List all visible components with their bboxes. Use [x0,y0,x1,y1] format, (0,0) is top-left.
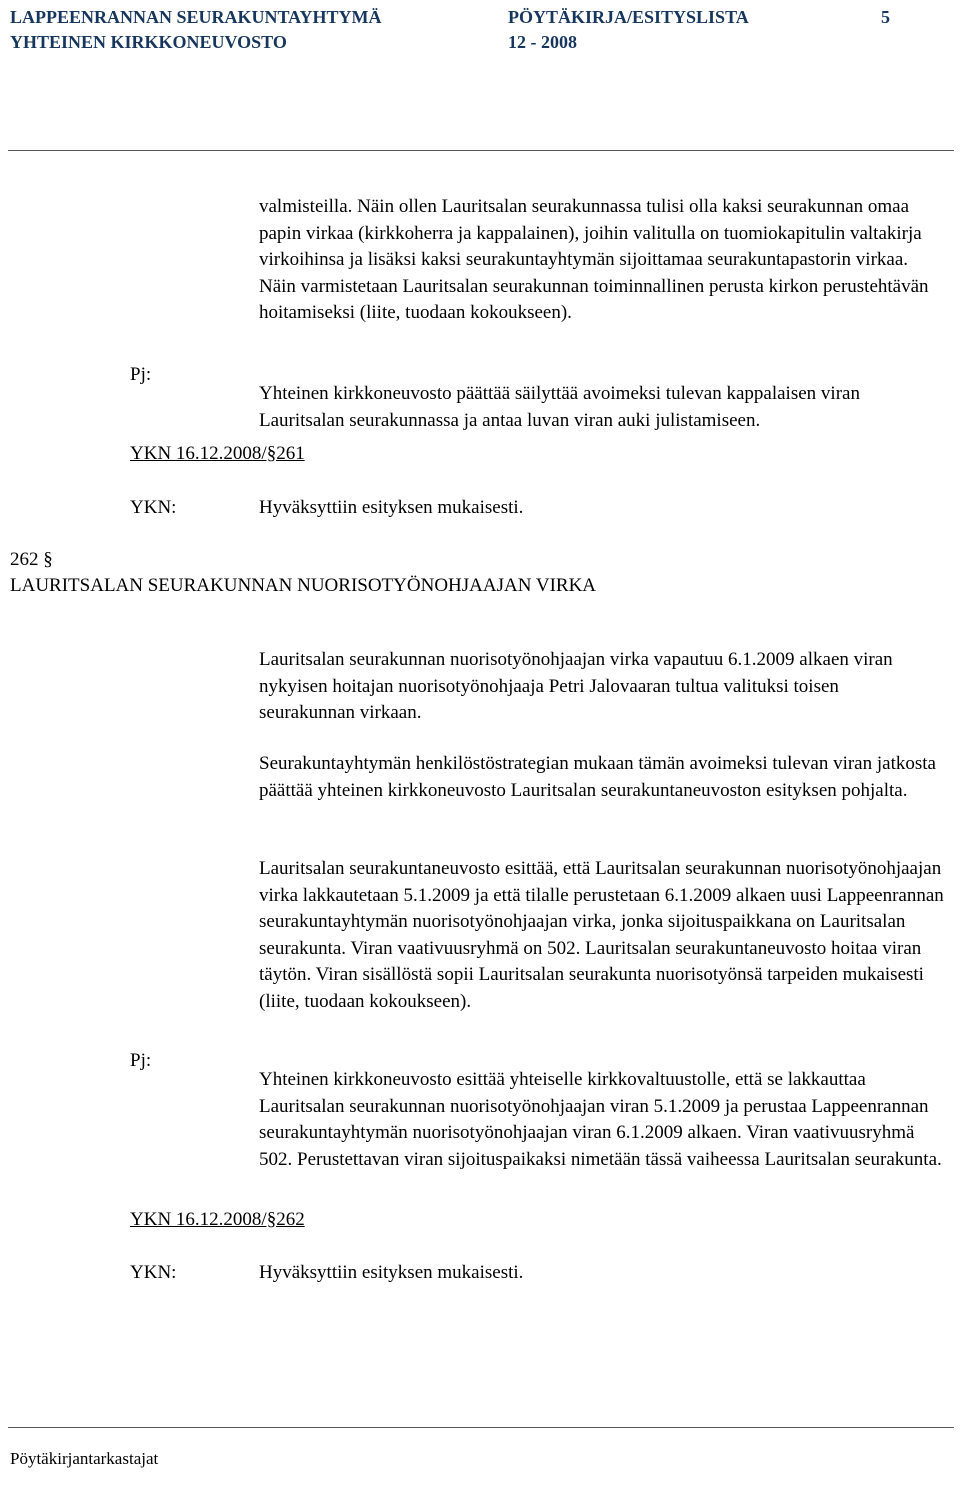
footer-label: Pöytäkirjantarkastajat [10,1449,159,1468]
section-number: 262 § [10,549,53,570]
ykn-decision: Hyväksyttiin esityksen mukaisesti. [259,497,524,518]
pj-proposal: Yhteinen kirkkoneuvosto päättää säilyttää avoimeksi tulevan kappalaisen viran Lauritsalan seurakunnassa ja antaa luvan viran auki julistamiseen. [259,383,860,431]
section-paragraph-1: Lauritsalan seurakunnan nuorisotyönohjaajan virka vapautuu 6.1.2009 alkaen viran nykyisen hoitajan nuorisotyönohjaaja Petri Jalovaaran tultua valituksi toisen seurakunnan virkaan. [259,649,893,723]
ykn-reference: YKN 16.12.2008/§261 [130,443,305,464]
intro-paragraph: valmisteilla. Näin ollen Lauritsalan seurakunnassa tulisi olla kaksi seurakunnan omaa papin virkaa (kirkkoherra ja kappalainen), joihin valitulla on tuomiokapitulin valtakirja virkoihinsa ja lisäksi kaksi seurakuntayhtymän sijoittamaa seurakuntapastorin virkaa. Näin varmistetaan Lauritsalan seurakunnan toiminnallinen perusta kirkon perustehtävän hoitamiseksi (liite, tuodaan kokoukseen). [259,196,929,323]
footer-divider [8,1427,954,1428]
pj-label: Pj: [130,1050,152,1071]
header-divider [8,150,954,151]
header-body-name: YHTEINEN KIRKKONEUVOSTO [10,32,287,52]
section-title: LAURITSALAN SEURAKUNNAN NUORISOTYÖNOHJAAJAN VIRKA [10,575,597,596]
ykn-label: YKN: [130,1262,177,1283]
ykn-label: YKN: [130,497,177,518]
pj-label: Pj: [130,364,152,385]
ykn-reference: YKN 16.12.2008/§262 [130,1209,305,1230]
section-paragraph-3: Lauritsalan seurakuntaneuvosto esittää, että Lauritsalan seurakunnan nuorisotyönohjaajan virka lakkautetaan 5.1.2009 ja että tilalle perustetaan 6.1.2009 alkaen uusi Lappeenrannan seurakuntayhtymän nuorisotyönohjaajan virka, jonka sijoituspaikkana on Lauritsalan seurakunta. Viran vaativuusryhmä on 502. Lauritsalan seurakuntaneuvosto hoitaa viran täytön. Viran sisällöstä sopii Lauritsalan seurakunta nuorisotyönsä tarpeiden mukaisesti (liite, tuodaan kokoukseen). [259,858,944,1012]
ykn-decision: Hyväksyttiin esityksen mukaisesti. [259,1262,524,1283]
header-doc-type: PÖYTÄKIRJA/ESITYSLISTA [508,7,749,27]
header-meeting-no: 12 - 2008 [508,32,577,52]
header-org: LAPPEENRANNAN SEURAKUNTAYHTYMÄ [10,7,382,27]
pj-proposal: Yhteinen kirkkoneuvosto esittää yhteiselle kirkkovaltuustolle, että se lakkauttaa Lauritsalan seurakunnan nuorisotyönohjaajan viran 5.1.2009 ja perustaa Lappeenrannan seurakuntayhtymän nuorisotyönohjaajan viran 6.1.2009 alkaen. Viran vaativuusryhmä 502. Perustettavan viran sijoituspaikaksi nimetään tässä vaiheessa Lauritsalan seurakunta. [259,1069,942,1170]
page-number: 5 [881,7,890,27]
section-paragraph-2: Seurakuntayhtymän henkilöstöstrategian mukaan tämän avoimeksi tulevan viran jatkosta päättää yhteinen kirkkoneuvosto Lauritsalan seurakuntaneuvoston esityksen pohjalta. [259,753,936,801]
